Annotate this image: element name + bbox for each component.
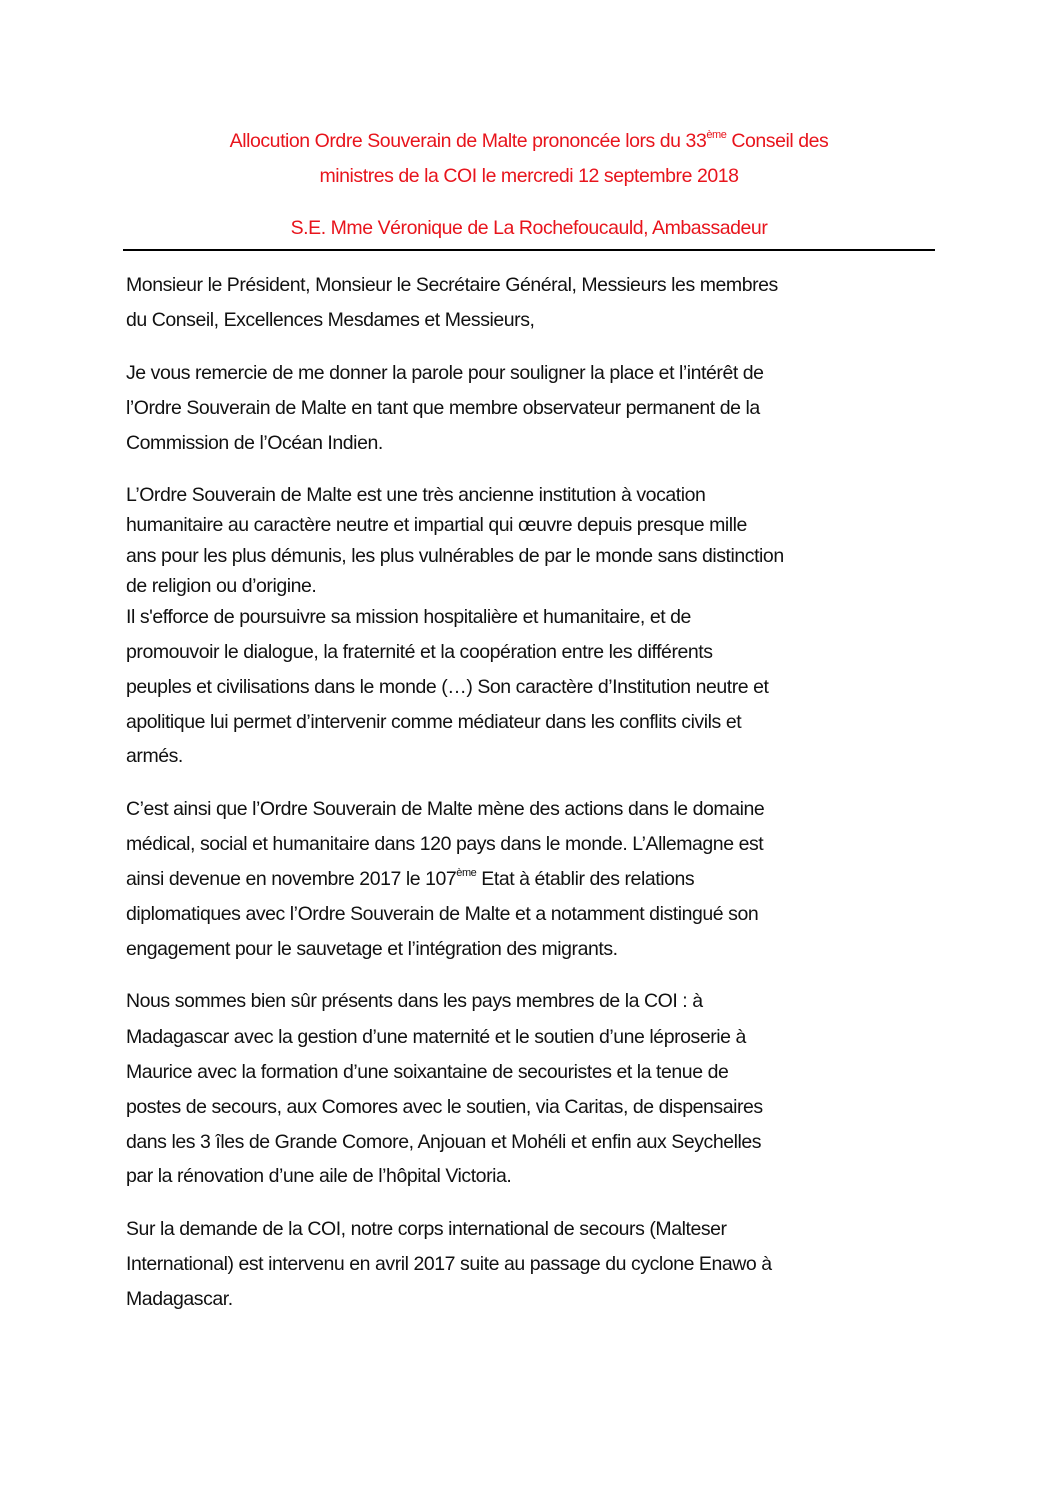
title-text-end: Conseil des <box>726 130 829 152</box>
text-line: International) est intervenu en avril 2017 suite au passage du cyclone Enawo à <box>126 1253 772 1275</box>
text-line: humanitaire au caractère neutre et impartial qui œuvre depuis presque mille <box>126 514 747 536</box>
text-line: médical, social et humanitaire dans 120 pays dans le monde. L’Allemagne est <box>126 833 764 855</box>
text-line: Maurice avec la formation d’une soixantaine de secouristes et la tenue de <box>126 1061 729 1083</box>
subtitle: S.E. Mme Véronique de La Rochefoucauld, Ambassadeur <box>290 217 768 239</box>
text-line: apolitique lui permet d’intervenir comme médiateur dans les conflits civils et <box>126 711 742 733</box>
text-line: Sur la demande de la COI, notre corps international de secours (Malteser <box>126 1218 727 1240</box>
text-line: Monsieur le Président, Monsieur le Secrétaire Général, Messieurs les membres <box>126 274 778 296</box>
text-line: Nous sommes bien sûr présents dans les pays membres de la COI : à <box>126 990 703 1012</box>
text-line: par la rénovation d’une aile de l’hôpital Victoria. <box>126 1165 512 1187</box>
text-line: ans pour les plus démunis, les plus vulnérables de par le monde sans distinction <box>126 545 784 567</box>
text-line: de religion ou d’origine. <box>126 575 317 597</box>
text-line: Madagascar avec la gestion d’une maternité et le soutien d’une léproserie à <box>126 1026 746 1048</box>
title-line-2: ministres de la COI le mercredi 12 septembre 2018 <box>319 165 739 187</box>
text-line: promouvoir le dialogue, la fraternité et la coopération entre les différents <box>126 641 713 663</box>
text-line: engagement pour le sauvetage et l’intégration des migrants. <box>126 938 618 960</box>
text-line: du Conseil, Excellences Mesdames et Messieurs, <box>126 309 535 331</box>
text-line: C’est ainsi que l’Ordre Souverain de Malte mène des actions dans le domaine <box>126 798 765 820</box>
text-line: peuples et civilisations dans le monde (…) Son caractère d’Institution neutre et <box>126 676 769 698</box>
title-text: Allocution Ordre Souverain de Malte prononcée lors du 33 <box>229 130 707 152</box>
text-line <box>126 867 694 891</box>
text-line: Madagascar. <box>126 1288 233 1310</box>
text-line: l’Ordre Souverain de Malte en tant que membre observateur permanent de la <box>126 397 760 419</box>
text-line: Il s'efforce de poursuivre sa mission hospitalière et humanitaire, et de <box>126 606 691 628</box>
text-line: L’Ordre Souverain de Malte est une très ancienne institution à vocation <box>126 484 706 506</box>
text-segment: ainsi devenue en novembre 2017 le 107 <box>126 868 457 890</box>
text-line: diplomatiques avec l’Ordre Souverain de Malte et a notamment distingué son <box>126 903 759 925</box>
header-divider <box>123 249 935 251</box>
text-line: Je vous remercie de me donner la parole pour souligner la place et l’intérêt de <box>126 362 764 384</box>
text-line: armés. <box>126 745 183 767</box>
text-line: dans les 3 îles de Grande Comore, Anjouan et Mohéli et enfin aux Seychelles <box>126 1131 762 1153</box>
text-line: Commission de l’Océan Indien. <box>126 432 383 454</box>
superscript: ème <box>456 867 477 879</box>
text-line: postes de secours, aux Comores avec le soutien, via Caritas, de dispensaires <box>126 1096 763 1118</box>
title-superscript: ème <box>706 129 727 141</box>
title-line-1 <box>0 129 1058 153</box>
text-segment: Etat à établir des relations <box>476 868 695 890</box>
